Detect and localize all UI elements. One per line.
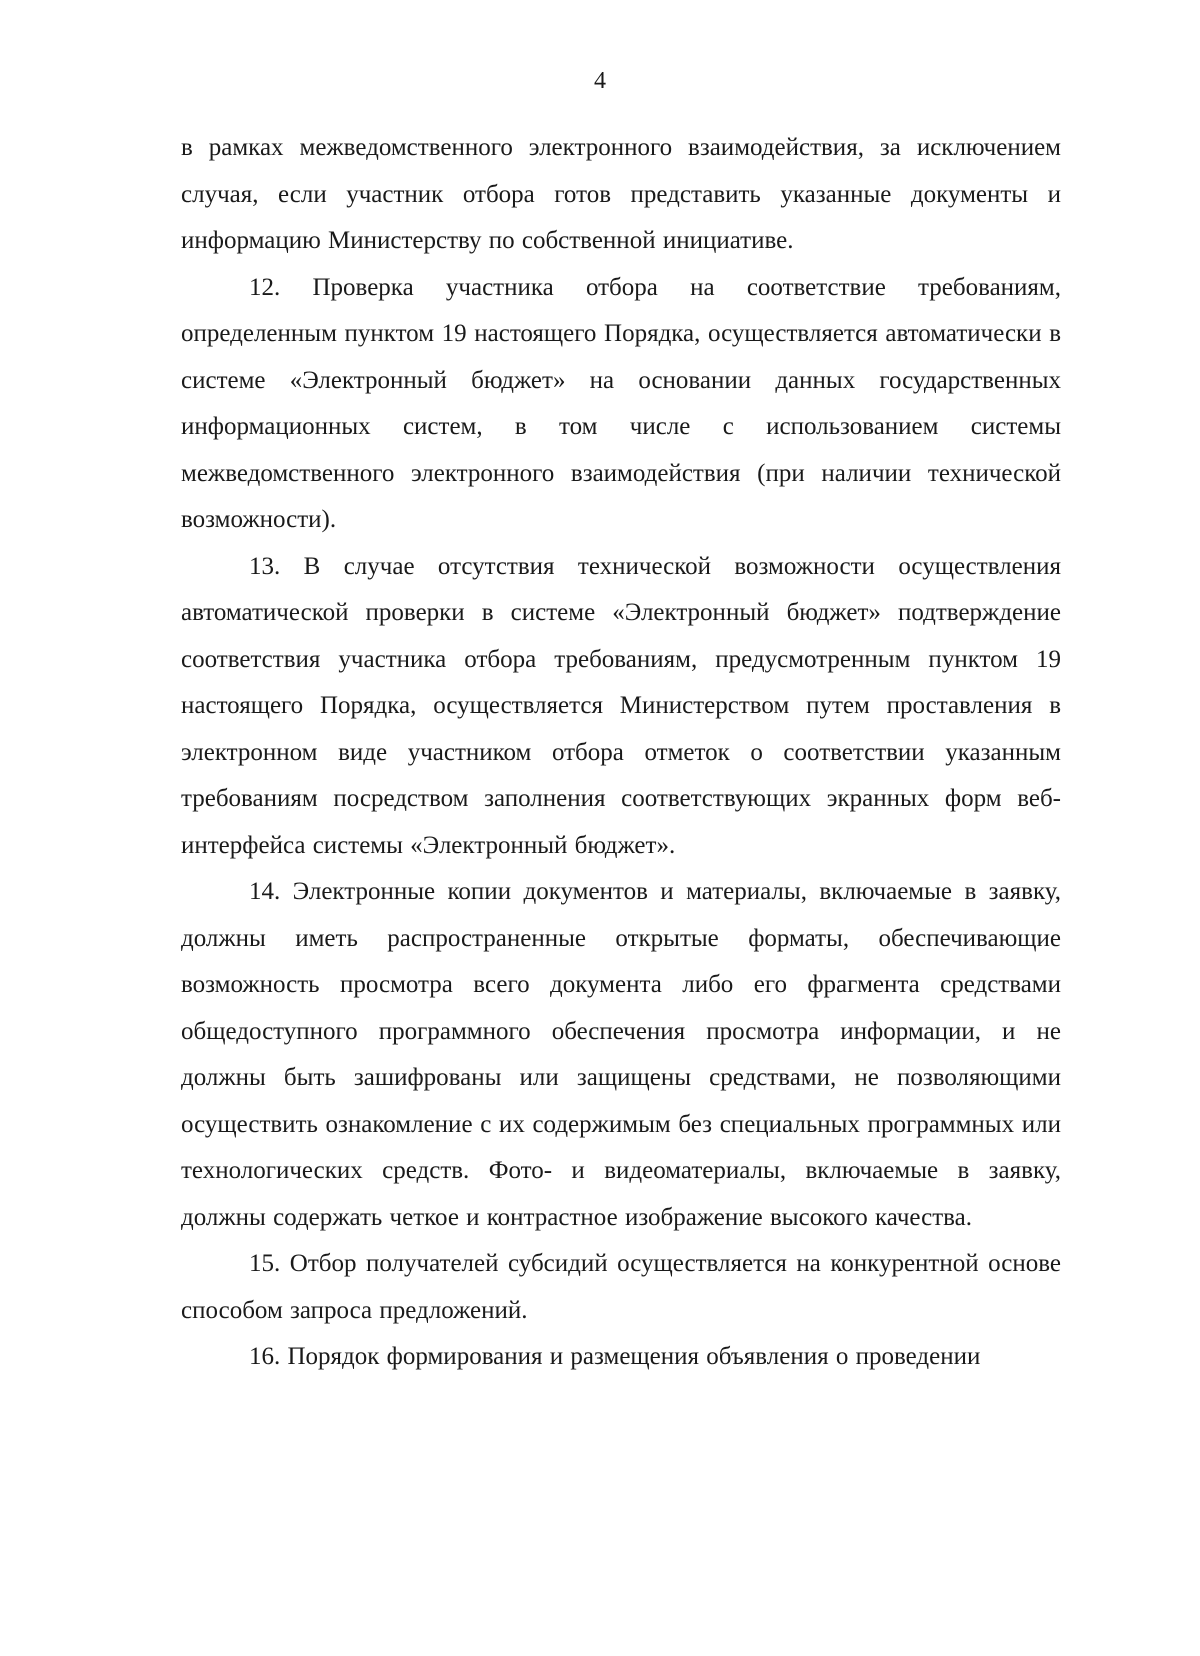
paragraph-continuation: в рамках межведомственного электронного взаимодействия, за исключением случая, если участник отбора готов представить указанные документы и информацию Министерству по собственной инициативе.: [181, 134, 1061, 254]
paragraph-16: 16. Порядок формирования и размещения объявления о проведении: [249, 1343, 981, 1370]
document-body: [181, 125, 1061, 1381]
paragraph-15: 15. Отбор получателей субсидий осуществляется на конкурентной основе способом запроса предложений.: [181, 1250, 1061, 1324]
paragraph-13: 13. В случае отсутствия технической возможности осуществления автоматической проверки в системе «Электронный бюджет» подтверждение соответствия участника отбора требованиям, предусмотренным пунктом 19 настоящего Порядка, осуществляется Министерством путем проставления в электронном виде участником отбора отметок о соответствии указанным требованиям посредством заполнения соответствующих экранных форм веб-интерфейса системы «Электронный бюджет».: [181, 552, 1061, 859]
paragraph-14: 14. Электронные копии документов и материалы, включаемые в заявку, должны иметь распространенные открытые форматы, обеспечивающие возможность просмотра всего документа либо его фрагмента средствами общедоступного программного обеспечения просмотра информации, и не должны быть зашифрованы или защищены средствами, не позволяющими осуществить ознакомление с их содержимым без специальных программных или технологических средств. Фото- и видеоматериалы, включаемые в заявку, должны содержать четкое и контрастное изображение высокого качества.: [181, 878, 1061, 1231]
page-number: 4: [594, 68, 606, 94]
paragraph-12: 12. Проверка участника отбора на соответствие требованиям, определенным пунктом 19 настоящего Порядка, осуществляется автоматически в системе «Электронный бюджет» на основании данных государственных информационных систем, в том числе с использованием системы межведомственного электронного взаимодействия (при наличии технической возможности).: [181, 273, 1061, 533]
